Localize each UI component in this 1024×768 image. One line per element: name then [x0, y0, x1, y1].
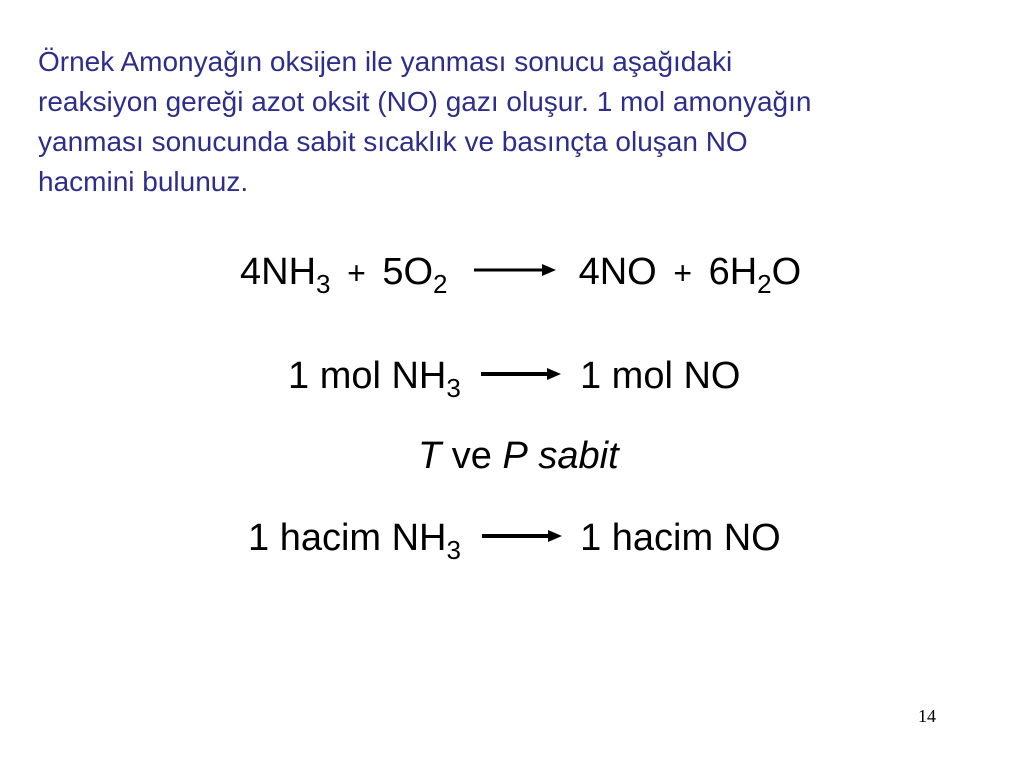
problem-line-4: hacmini bulunuz. — [38, 166, 249, 197]
problem-line-3: yanması sonucunda sabit sıcaklık ve basınçta oluşan NO — [38, 126, 748, 157]
temperature-symbol: T — [418, 435, 442, 477]
reactant-ammonia: $4NH_3$ — [240, 251, 331, 299]
volume-relation — [248, 516, 781, 565]
condition-connector: ve — [451, 435, 492, 477]
right-arrow-icon — [481, 367, 561, 381]
page-number: 14 — [918, 706, 936, 726]
product-nitric-oxide: 4NO — [578, 251, 657, 293]
condition-state: sabit — [538, 435, 619, 477]
problem-line-2: reaksiyon gereği azot oksit (NO) gazı oluşur. 1 mol amonyağın — [38, 86, 812, 117]
plus-sign: + — [673, 255, 692, 291]
problem-statement — [38, 42, 998, 202]
mol-relation — [288, 354, 741, 403]
volume-right: 1 hacim NO — [580, 517, 781, 559]
constant-conditions — [418, 434, 619, 478]
plus-sign: + — [347, 255, 366, 291]
problem-line-1: Örnek Amonyağın oksijen ile yanması sonucu aşağıdaki — [38, 46, 733, 77]
reactant-oxygen: $5O_2$ — [382, 251, 448, 299]
pressure-symbol: P — [502, 435, 528, 477]
reaction-equation — [240, 250, 802, 299]
right-arrow-icon — [474, 263, 556, 277]
mol-right: 1 mol NO — [579, 355, 741, 397]
volume-left: 1 hacim $NH_3$ — [248, 517, 461, 565]
right-arrow-icon — [482, 529, 562, 543]
product-water: $6H_2O$ — [708, 251, 802, 299]
mol-left: 1 mol $NH_3$ — [288, 355, 461, 403]
